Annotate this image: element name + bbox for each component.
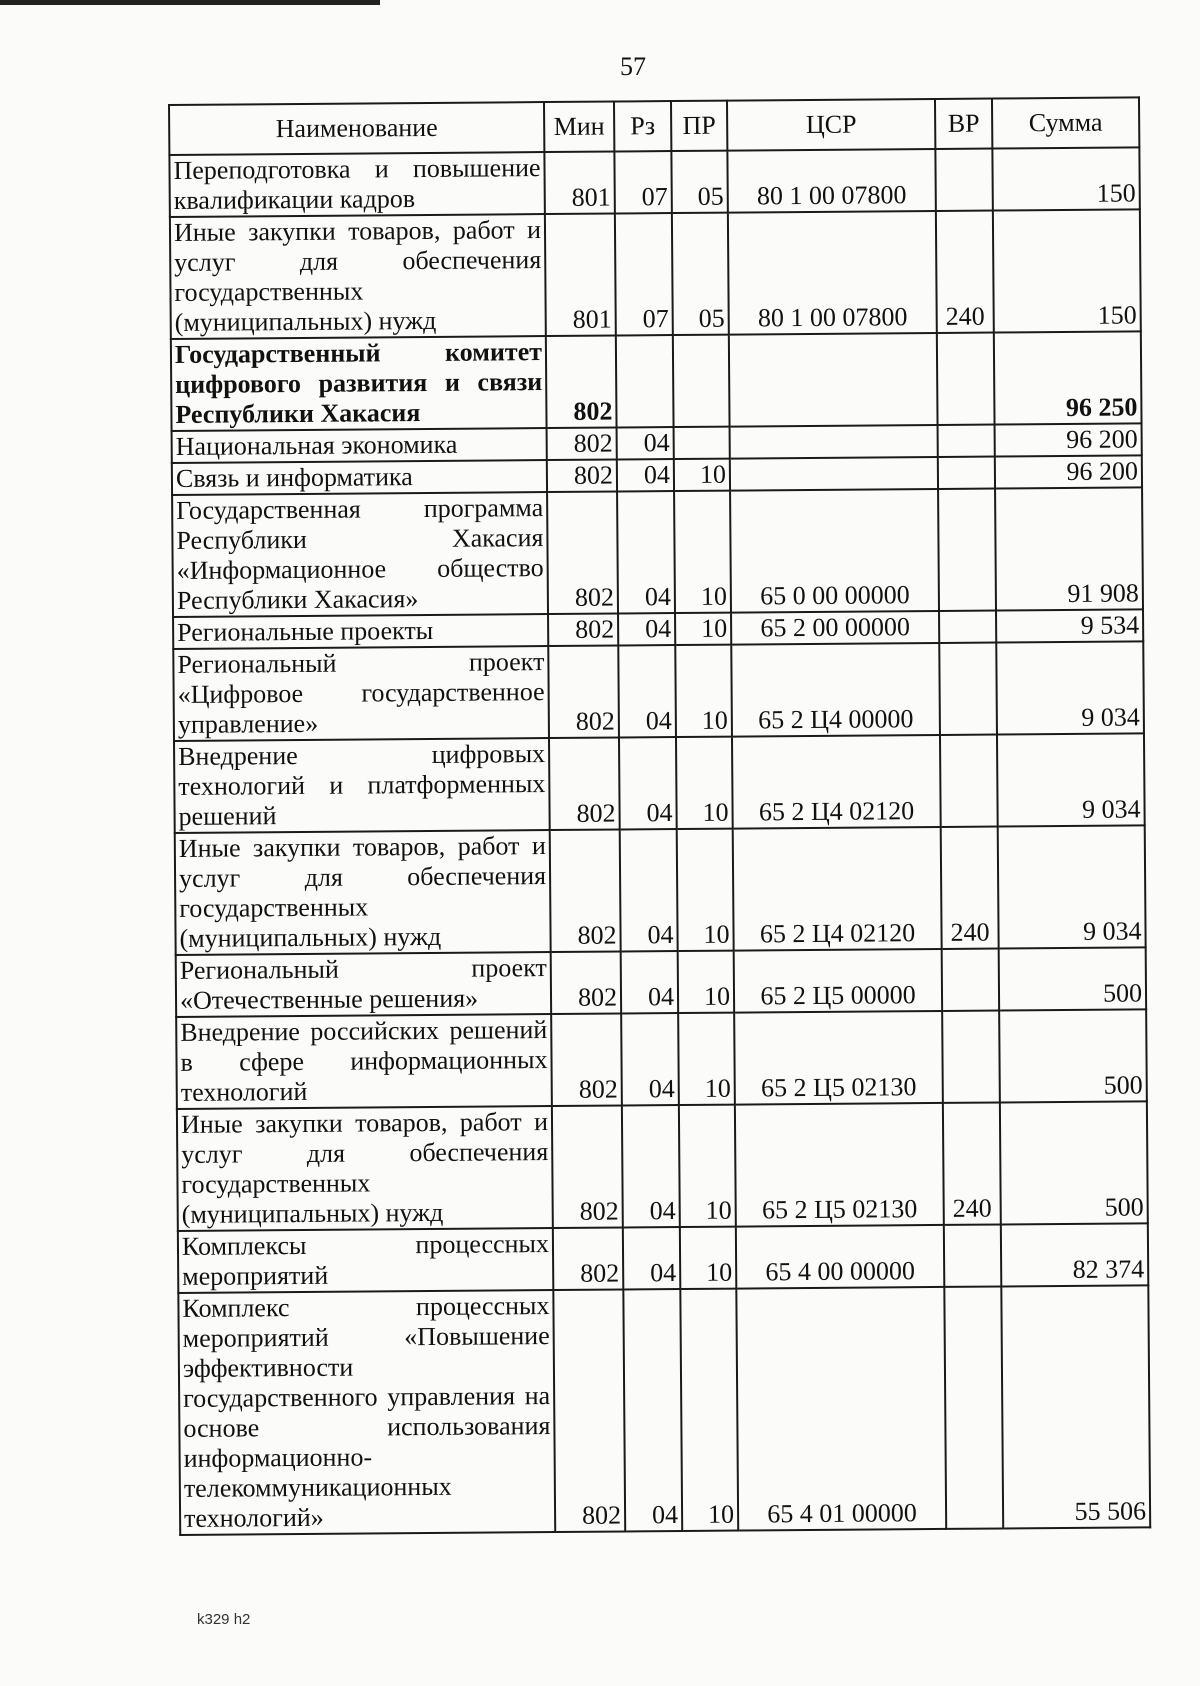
row-sum: 96 250 — [994, 331, 1142, 424]
row-min: 801 — [544, 151, 614, 214]
row-vr — [944, 1286, 1003, 1528]
row-rz: 04 — [623, 1227, 680, 1289]
row-sum: 9 534 — [996, 609, 1143, 642]
row-vr — [940, 735, 998, 827]
header-pr: ПР — [671, 101, 727, 151]
row-vr — [938, 489, 996, 611]
row-vr: 240 — [941, 827, 999, 949]
row-rz: 07 — [614, 151, 671, 213]
row-name: Внедрение цифровых технологий и платформенных решений — [174, 738, 550, 833]
table-header — [169, 97, 1139, 155]
row-csr: 65 2 Ц5 00000 — [734, 949, 942, 1013]
row-rz — [616, 335, 674, 427]
table-row — [173, 641, 1144, 741]
row-min: 802 — [553, 1227, 623, 1290]
row-csr: 65 2 Ц4 02120 — [732, 735, 941, 829]
row-csr: 65 2 00 00000 — [731, 611, 939, 645]
row-min: 802 — [551, 951, 621, 1014]
table-row — [171, 331, 1142, 431]
row-vr — [937, 333, 995, 425]
row-name: Государственная программа Республики Хакасия «Информационное общество Республики Хакасия» — [172, 492, 548, 617]
row-min: 802 — [547, 491, 618, 614]
row-csr: 65 0 00 00000 — [730, 489, 939, 613]
row-csr: 80 1 00 07800 — [727, 149, 935, 213]
row-min: 802 — [548, 613, 618, 646]
row-name: Комплекс процессных мероприятий «Повышение эффективности государственного управления на основе использования информационно-телекоммуникационных технологий» — [178, 1290, 555, 1535]
row-pr — [673, 335, 730, 427]
row-min: 802 — [551, 1013, 622, 1106]
row-name: Иные закупки товаров, работ и услуг для обеспечения государственных (муниципальных) нужд — [177, 1106, 553, 1231]
row-csr — [730, 457, 938, 491]
row-min: 802 — [552, 1105, 623, 1228]
row-vr — [942, 1011, 1000, 1103]
row-name: Иные закупки товаров, работ и услуг для обеспечения государственных (муниципальных) нужд — [175, 830, 551, 955]
row-pr: 10 — [679, 1105, 736, 1227]
table-row — [176, 1009, 1147, 1109]
row-rz: 04 — [622, 1105, 680, 1227]
row-min: 802 — [553, 1289, 625, 1532]
row-sum: 150 — [993, 209, 1141, 332]
row-rz: 04 — [619, 737, 677, 829]
row-csr: 65 2 Ц5 02130 — [735, 1103, 944, 1227]
table-row — [174, 733, 1145, 833]
row-name: Переподготовка и повышение квалификации кадров — [169, 152, 544, 217]
row-vr — [938, 457, 995, 489]
budget-table — [168, 96, 1151, 1536]
row-sum: 82 374 — [1001, 1223, 1148, 1286]
row-rz: 04 — [617, 491, 675, 613]
row-vr — [944, 1224, 1001, 1286]
table-row — [169, 147, 1139, 217]
table-row — [176, 947, 1146, 1017]
row-pr: 10 — [674, 459, 730, 491]
row-min: 802 — [549, 737, 620, 830]
row-min: 802 — [548, 645, 619, 738]
row-sum: 150 — [992, 147, 1139, 210]
row-rz: 07 — [615, 213, 673, 335]
row-pr: 05 — [671, 151, 727, 213]
row-name: Региональный проект «Отечественные решения» — [176, 952, 551, 1017]
row-sum: 9 034 — [997, 733, 1145, 826]
row-vr: 240 — [936, 211, 994, 333]
row-pr: 10 — [678, 1013, 735, 1105]
row-min: 801 — [545, 213, 616, 336]
row-sum: 9 034 — [998, 825, 1146, 948]
row-rz: 04 — [621, 951, 678, 1013]
row-pr: 10 — [677, 829, 734, 951]
table-row — [177, 1101, 1148, 1231]
row-sum: 96 200 — [995, 455, 1142, 488]
row-min: 802 — [550, 829, 621, 952]
row-sum: 91 908 — [995, 487, 1143, 610]
row-name: Региональные проекты — [173, 614, 548, 649]
row-rz: 04 — [621, 1013, 679, 1105]
row-name: Региональный проект «Цифровое государственное управление» — [173, 646, 549, 741]
row-name: Иные закупки товаров, работ и услуг для обеспечения государственных (муниципальных) нужд — [170, 214, 546, 339]
row-rz: 04 — [618, 645, 676, 737]
header-row — [169, 97, 1139, 155]
row-sum: 500 — [1000, 1101, 1148, 1224]
row-pr — [674, 427, 730, 459]
row-sum: 96 200 — [995, 423, 1142, 456]
row-vr — [942, 949, 999, 1011]
row-csr: 80 1 00 07800 — [728, 211, 937, 335]
row-sum: 9 034 — [996, 641, 1144, 734]
header-min: Мин — [544, 101, 614, 152]
header-rz: Рз — [614, 101, 671, 151]
row-rz: 04 — [623, 1289, 682, 1531]
page-number: 57 — [620, 52, 646, 81]
row-sum: 55 506 — [1001, 1285, 1150, 1528]
row-vr — [935, 149, 992, 211]
table-row — [175, 825, 1146, 955]
footer-code: k329 h2 — [197, 1611, 251, 1628]
row-name: Государственный комитет цифрового развития и связи Республики Хакасия — [171, 336, 547, 431]
header-csr: ЦСР — [727, 99, 935, 151]
row-csr — [730, 425, 938, 459]
row-csr — [729, 333, 938, 427]
row-csr: 65 4 01 00000 — [736, 1287, 946, 1531]
row-vr: 240 — [943, 1102, 1001, 1224]
row-pr: 10 — [676, 737, 733, 829]
table-row — [170, 209, 1141, 339]
row-name: Связь и информатика — [172, 460, 547, 495]
row-pr: 10 — [680, 1289, 738, 1531]
header-vr: ВР — [935, 99, 992, 149]
row-pr: 10 — [674, 491, 731, 613]
table-row — [172, 487, 1143, 617]
row-csr: 65 4 00 00000 — [736, 1225, 944, 1289]
row-csr: 65 2 Ц4 00000 — [731, 643, 940, 737]
header-name: Наименование — [169, 102, 544, 155]
row-min: 802 — [546, 335, 617, 428]
row-sum: 500 — [999, 1009, 1147, 1102]
row-rz: 04 — [617, 459, 674, 491]
row-min: 802 — [547, 459, 617, 492]
header-sum: Сумма — [992, 97, 1139, 148]
row-pr: 10 — [675, 613, 731, 645]
row-pr: 10 — [680, 1227, 736, 1289]
row-rz: 04 — [617, 427, 674, 459]
row-sum: 500 — [999, 947, 1146, 1010]
row-pr: 10 — [678, 951, 734, 1013]
row-pr: 10 — [675, 645, 732, 737]
row-name: Внедрение российских решений в сфере информационных технологий — [176, 1014, 552, 1109]
table-row — [178, 1285, 1150, 1535]
row-vr — [939, 611, 996, 643]
row-rz: 04 — [620, 829, 678, 951]
row-csr: 65 2 Ц5 02130 — [734, 1011, 943, 1105]
top-edge-rule — [0, 0, 380, 5]
table-row — [178, 1223, 1148, 1293]
row-name: Комплексы процессных мероприятий — [178, 1228, 553, 1293]
row-rz: 04 — [618, 613, 675, 645]
row-min: 802 — [547, 427, 617, 460]
row-name: Национальная экономика — [172, 428, 547, 463]
row-pr: 05 — [672, 213, 729, 335]
row-csr: 65 2 Ц4 02120 — [733, 827, 942, 951]
table-body — [169, 147, 1150, 1535]
row-vr — [939, 643, 997, 735]
row-vr — [938, 425, 995, 457]
